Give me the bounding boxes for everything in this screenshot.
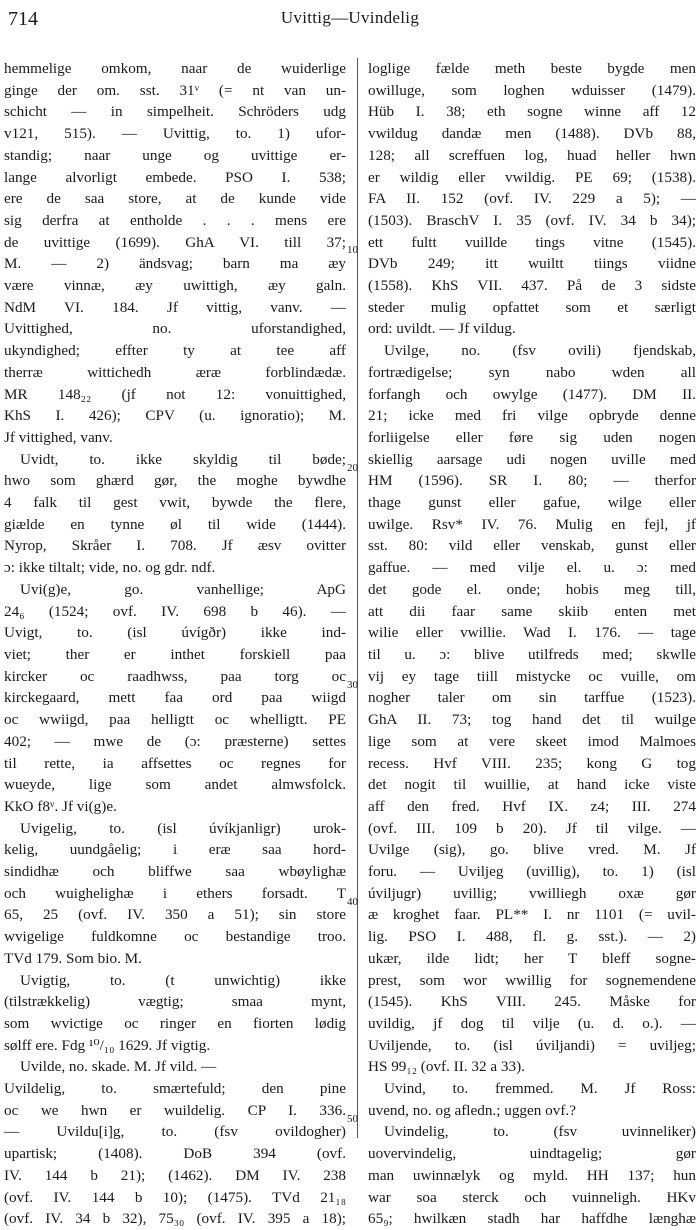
text-line: Uvigtig, to. (t unwichtig) ikke bbox=[20, 971, 346, 989]
running-title: Uvittig—Uvindelig bbox=[280, 8, 420, 27]
text-line: lig. PSO I. 488, fl. g. sst.). — 2) bbox=[368, 928, 696, 946]
text-line: (ovf. III. 109 b 20). Jf til vilge. — bbox=[368, 819, 696, 837]
text-line: NdM VI. 184. Jf vittig, vanv. — bbox=[4, 298, 346, 316]
text-line: — Uvildu[i]g, to. (fsv ovildogher) bbox=[4, 1123, 346, 1141]
text-line: det gode el. onde; hobis meg till, bbox=[368, 580, 696, 598]
text-line: ord: uvildt. — Jf vildug. bbox=[368, 320, 516, 338]
text-line: schicht — in simpelheit. Schröders udg bbox=[4, 103, 346, 121]
text-line: ukyndighed; effter ty at tee aff bbox=[4, 342, 346, 360]
text-line: Jf vittighed, vanv. bbox=[4, 428, 113, 446]
text-line: kircker oc raadhwss, paa torg oc bbox=[4, 667, 346, 685]
text-line: Uvind, to. fremmed. M. Jf Ross: bbox=[384, 1080, 696, 1098]
text-line: viet; ther er inthet forskiell paa bbox=[4, 645, 346, 663]
text-line: nogher taler om sin tarffue (1523). bbox=[368, 689, 696, 707]
text-line: 128; all screffuen log, huad heller hwn bbox=[368, 146, 696, 164]
text-line: hwo som ghærd gør, the moghe bywdhe bbox=[4, 472, 346, 490]
text-line: aff den fred. Hvf IX. z4; III. 274 bbox=[368, 797, 696, 815]
text-line: uvend, no. og afledn.; uggen ovf.? bbox=[368, 1101, 576, 1119]
text-line: til rette, ia affsettes oc regnes for bbox=[4, 754, 346, 772]
text-line: sig derfra at entholde . . . mens ere bbox=[4, 211, 346, 229]
text-line: úviljugr) uvillig; vwilliegh oxæ gør bbox=[368, 884, 696, 902]
text-line: Uvilge (sig), go. blive vred. M. Jf bbox=[368, 841, 696, 859]
text-line: KkO f8ᵛ. Jf vi(g)e. bbox=[4, 797, 117, 815]
text-line: upartisk; (1408). DoB 394 (ovf. bbox=[4, 1145, 346, 1163]
text-line: uvildig, jf dog til vilje (u. d. o.). — bbox=[368, 1014, 696, 1032]
text-line: oc we hwn er wuildelig. CP I. 336. bbox=[4, 1101, 346, 1119]
text-line: 24₆ (1524; ovf. IV. 698 b 46). — bbox=[4, 602, 346, 620]
text-line: 65₉; hwilkæn stadh har haffdhe længhæ bbox=[368, 1210, 696, 1228]
text-line: forfangh och owylge (1477). DM II. bbox=[368, 385, 696, 403]
text-line: 65, 25 (ovf. IV. 350 a 51); sin store bbox=[4, 906, 346, 924]
text-line: de uvittige (1699). GhA VI. till 37; bbox=[4, 233, 346, 251]
text-line: ere de saa store, at de kunde vide bbox=[4, 190, 346, 208]
column-divider bbox=[357, 58, 358, 1138]
text-line: Uvindelig, to. (fsv uvinneliker) bbox=[384, 1123, 696, 1141]
line-number: 20 bbox=[347, 462, 358, 474]
line-number: 30 bbox=[347, 679, 358, 691]
text-line: ett fultt vuillde tings vitne (1545). bbox=[368, 233, 696, 251]
text-line: Uvilge, no. (fsv ovili) fjendskab, bbox=[384, 342, 696, 360]
text-line: vij ey tage tiill mistycke oc vuille, om bbox=[368, 667, 696, 685]
text-line: v121, 515). — Uvittig, to. 1) ufor- bbox=[4, 125, 346, 143]
text-line: ɔ: ikke tiltalt; vide, no. og gdr. ndf. bbox=[4, 559, 216, 577]
text-line: forliigelse eller føre sig uden nogen bbox=[368, 428, 696, 446]
text-line: (ovf. IV. 34 b 32), 75₃₀ (ovf. IV. 395 a 18); bbox=[4, 1210, 346, 1228]
text-line: war soa sterck och vuinneligh. HKv bbox=[368, 1188, 696, 1206]
text-line: 402; — mwe de (ɔ: præsterne) settes bbox=[4, 732, 346, 750]
text-line: æ kroghet faar. PL** I. nr 1101 (= uvil- bbox=[368, 906, 696, 924]
text-line: lange alvorligt embede. PSO I. 538; bbox=[4, 168, 346, 186]
text-line: M. — 2) ändsvag; barn ma æy bbox=[4, 255, 346, 273]
text-line: gaffue. — med vilje el. u. ɔ: med bbox=[368, 559, 696, 577]
text-line: GhA II. 73; tog hand det til wuilge bbox=[368, 711, 696, 729]
text-line: Uvigelig, to. (isl úvíkjanligr) urok- bbox=[20, 819, 346, 837]
text-line: HM (1596). SR I. 80; — therfor bbox=[368, 472, 696, 490]
text-line: (ovf. IV. 144 b 10); (1475). TVd 21₁₈ bbox=[4, 1188, 346, 1206]
text-line: ukær, ilde lidt; her T bleff sogne- bbox=[368, 949, 696, 967]
text-line: Hüb I. 38; eth sogne winne aff 12 bbox=[368, 103, 696, 121]
text-line: uwilge. Rsv* IV. 76. Mulig en fejl, jf bbox=[368, 515, 696, 533]
right-column bbox=[368, 58, 696, 1230]
text-line: Nyrop, Skråer I. 708. Jf æsv ovitter bbox=[4, 537, 346, 555]
text-line: skiellig aarsage udi nogen uville med bbox=[368, 450, 696, 468]
text-line: 4 falk til gest vwit, bywde the flere, bbox=[4, 494, 346, 512]
text-line: DVb 249; itt wuiltt tiings viidne bbox=[368, 255, 696, 273]
text-line: fortrædigelse; syn nabo wden all bbox=[368, 363, 696, 381]
text-line: lige som at vere skeet imod Malmoes bbox=[368, 732, 696, 750]
text-line: som wvictige oc ringer en fiorten lødig bbox=[4, 1014, 346, 1032]
text-line: IV. 144 b 21); (1462). DM IV. 238 bbox=[4, 1166, 346, 1184]
text-line: hemmelige omkom, naar de wuiderlige bbox=[4, 60, 346, 77]
text-line: therræ wittichedh æræ forblindædæ. bbox=[4, 363, 346, 381]
text-line: kirckegaard, mett faa ord paa wiigd bbox=[4, 689, 346, 707]
text-line: MR 148₂₂ (jf not 12: vonuittighed, bbox=[4, 385, 346, 403]
text-line: man uwinnælyk og myld. HH 137; hun bbox=[368, 1166, 696, 1184]
text-line: Uvilde, no. skade. M. Jf vild. — bbox=[20, 1058, 217, 1076]
line-number: 50 bbox=[347, 1113, 358, 1125]
text-line: (1503). BraschV I. 35 (ovf. IV. 34 b 34); bbox=[368, 211, 696, 229]
text-line: 21; icke med fri vilge opbryde denne bbox=[368, 407, 696, 425]
text-line: wueyde, lige som andet almwsfolck. bbox=[4, 776, 346, 794]
text-line: Uvidt, to. ikke skyldig til bøde; bbox=[20, 450, 346, 468]
page-header bbox=[6, 8, 694, 34]
text-line: (tilstrækkelig) vægtig; smaa mynt, bbox=[4, 993, 346, 1011]
text-line: det nogit til wuillie, at hand icke viste bbox=[368, 776, 696, 794]
text-line: thage gunst eller gafue, wilge eller bbox=[368, 494, 696, 512]
text-line: att dii faar same skiib enten met bbox=[368, 602, 696, 620]
text-line: wvigelige fuldkomne oc bestandige troo. bbox=[4, 928, 346, 946]
text-line: recess. Hvf VIII. 235; kong G tog bbox=[368, 754, 696, 772]
text-line: Uvi(g)e, go. vanhellige; ApG bbox=[20, 580, 346, 598]
text-line: sst. 80: vild eller venskab, gunst eller bbox=[368, 537, 696, 555]
text-line: standig; naar unge og uvittige er- bbox=[4, 146, 346, 164]
text-line: HS 99₁₂ (ovf. II. 32 a 33). bbox=[368, 1058, 525, 1076]
text-line: giælde en tynne øl til wide (1444). bbox=[4, 515, 346, 533]
text-line: oc wwiigd, paa helligtt oc whelligtt. PE bbox=[4, 711, 346, 729]
text-line: sølff ere. Fdg ¹⁰/₁₀ 1629. Jf vigtig. bbox=[4, 1036, 211, 1054]
text-line: Uvigt, to. (isl úvígðr) ikke ind- bbox=[4, 624, 346, 642]
text-line: være vinnæ, æy uwittigh, æy galn. bbox=[4, 277, 346, 295]
text-line: owilluge, som loghen wduisser (1479). bbox=[368, 81, 696, 99]
text-line: vwildug dandæ men (1488). DVb 88, bbox=[368, 125, 696, 143]
text-line: er wildig eller vwildig. PE 69; (1538). bbox=[368, 168, 696, 186]
text-line: (1558). KhS VII. 437. På de 3 sidste bbox=[368, 277, 696, 295]
text-line: och wuighelighæ i ethers forsadt. T bbox=[4, 884, 346, 902]
line-number: 10 bbox=[347, 244, 358, 256]
text-line: ginge der om. sst. 31ᵛ (= nt van un- bbox=[4, 81, 346, 99]
text-line: loglige fælde meth beste bygde men bbox=[368, 60, 696, 77]
text-line: Uvittighed, no. uforstandighed, bbox=[4, 320, 346, 338]
text-line: FA II. 152 (ovf. IV. 229 a 5); — bbox=[368, 190, 696, 208]
text-line: uovervindelig, uindtagelig; gør bbox=[368, 1145, 696, 1163]
left-column bbox=[4, 58, 346, 1230]
text-line: prest, som wor wwillig for sognemendene bbox=[368, 971, 696, 989]
text-line: Uvildelig, to. smærtefuld; den pine bbox=[4, 1080, 346, 1098]
text-line: Uviljende, to. (isl úviljandi) = uviljeg; bbox=[368, 1036, 696, 1054]
text-line: (1545). KhS VIII. 245. Måske for bbox=[368, 993, 696, 1011]
text-line: wilie eller vwillie. Wad I. 176. — tage bbox=[368, 624, 696, 642]
text-line: KhS I. 426); CPV (u. ignoratio); M. bbox=[4, 407, 346, 425]
text-line: kelig, uundgåelig; i eræ saa hord- bbox=[4, 841, 346, 859]
line-number: 40 bbox=[347, 896, 358, 908]
text-line: til u. ɔ: blive utilfreds med; skwlle bbox=[368, 645, 696, 663]
text-line: foru. — Uviljeg (uvillig), to. 1) (isl bbox=[368, 863, 696, 881]
text-line: sindidhæ och bliffwe saa wbøylighæ bbox=[4, 863, 346, 881]
text-line: TVd 179. Som bio. M. bbox=[4, 949, 142, 967]
page-number: 714 bbox=[8, 8, 38, 30]
text-line: steder mulig opfattet som et særligt bbox=[368, 298, 696, 316]
